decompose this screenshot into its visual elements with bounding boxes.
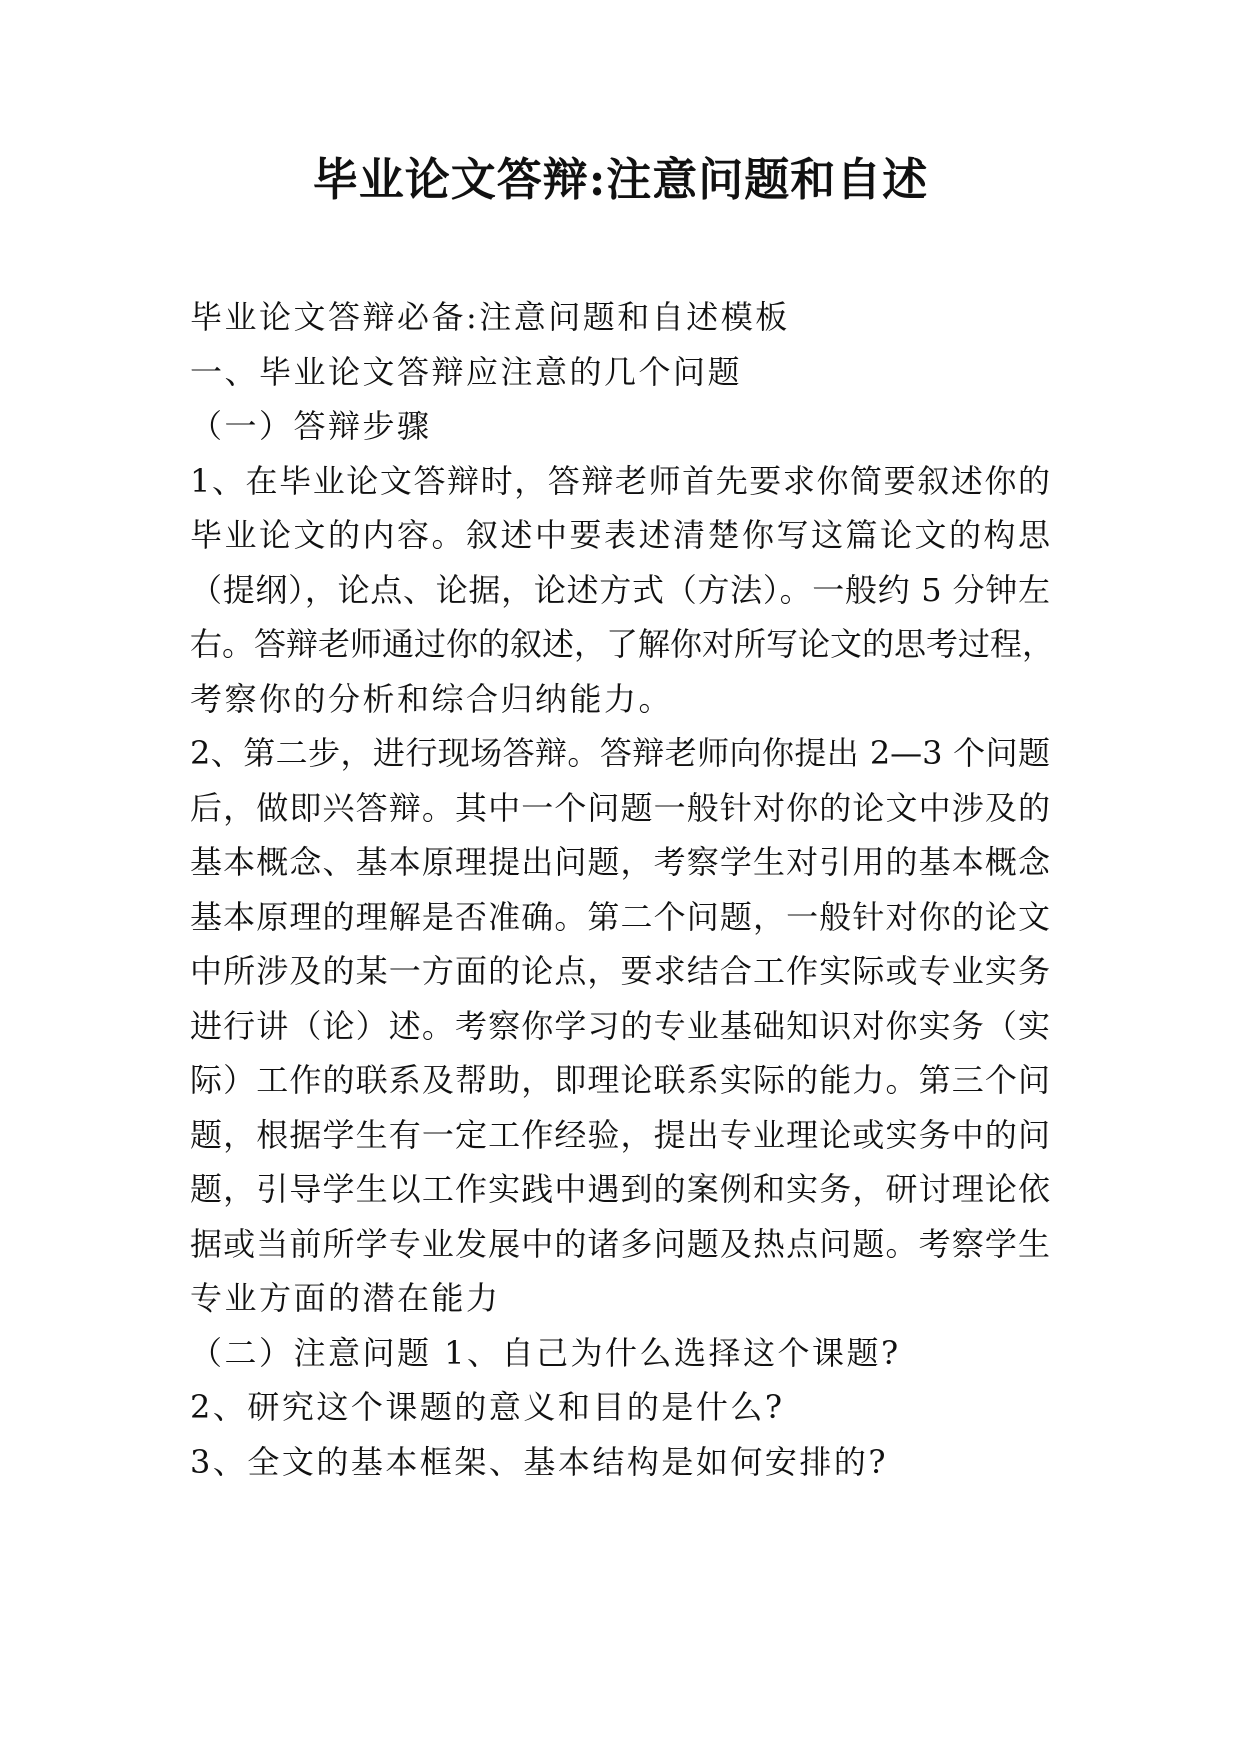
- paragraph-line: （提纲），论点、论据，论述方式（方法）。一般约 5 分钟左: [190, 570, 1050, 609]
- paragraph-line: 际）工作的联系及帮助，即理论联系实际的能力。第三个问: [190, 1061, 1050, 1099]
- paragraph-line: 右。答辩老师通过你的叙述，了解你对所写论文的思考过程，: [190, 625, 1055, 663]
- paragraph-line: 3、全文的基本框架、基本结构是如何安排的?: [190, 1442, 889, 1481]
- paragraph-line: 毕业论文的内容。叙述中要表述清楚你写这篇论文的构思: [190, 516, 1050, 554]
- subsection-heading: （二）注意问题 1、自己为什么选择这个课题?: [190, 1333, 901, 1372]
- paragraph-line: 题，引导学生以工作实践中遇到的案例和实务，研讨理论依: [190, 1170, 1050, 1208]
- document-title: 毕业论文答辩:注意问题和自述: [312, 153, 929, 206]
- paragraph-line: 后，做即兴答辩。其中一个问题一般针对你的论文中涉及的: [190, 788, 1050, 827]
- section-heading: 一、毕业论文答辩应注意的几个问题: [190, 352, 743, 391]
- paragraph-line: 题，根据学生有一定工作经验，提出专业理论或实务中的问: [190, 1115, 1050, 1154]
- document-body: [190, 290, 1055, 1489]
- paragraph-line: 进行讲（论）述。考察你学习的专业基础知识对你实务（实: [190, 1006, 1050, 1045]
- paragraph-line: 2、研究这个课题的意义和目的是什么?: [190, 1388, 785, 1426]
- paragraph-line: 1、在毕业论文答辩时，答辩老师首先要求你简要叙述你的: [190, 461, 1050, 500]
- paragraph-line: 专业方面的潜在能力: [190, 1279, 501, 1317]
- paragraph-line: 中所涉及的某一方面的论点，要求结合工作实际或专业实务: [190, 952, 1050, 990]
- paragraph-line: 2、第二步，进行现场答辩。答辩老师向你提出 2—3 个问题: [190, 734, 1050, 772]
- paragraph-line: 据或当前所学专业发展中的诸多问题及热点问题。考察学生: [190, 1224, 1050, 1263]
- paragraph-line: 毕业论文答辩必备:注意问题和自述模板: [190, 298, 790, 336]
- subsection-heading: （一）答辩步骤: [190, 407, 432, 445]
- paragraph-line: 基本原理的理解是否准确。第二个问题，一般针对你的论文: [190, 897, 1050, 936]
- paragraph-line: 考察你的分析和综合归纳能力。: [190, 679, 674, 718]
- paragraph-line: 基本概念、基本原理提出问题，考察学生对引用的基本概念: [190, 843, 1050, 881]
